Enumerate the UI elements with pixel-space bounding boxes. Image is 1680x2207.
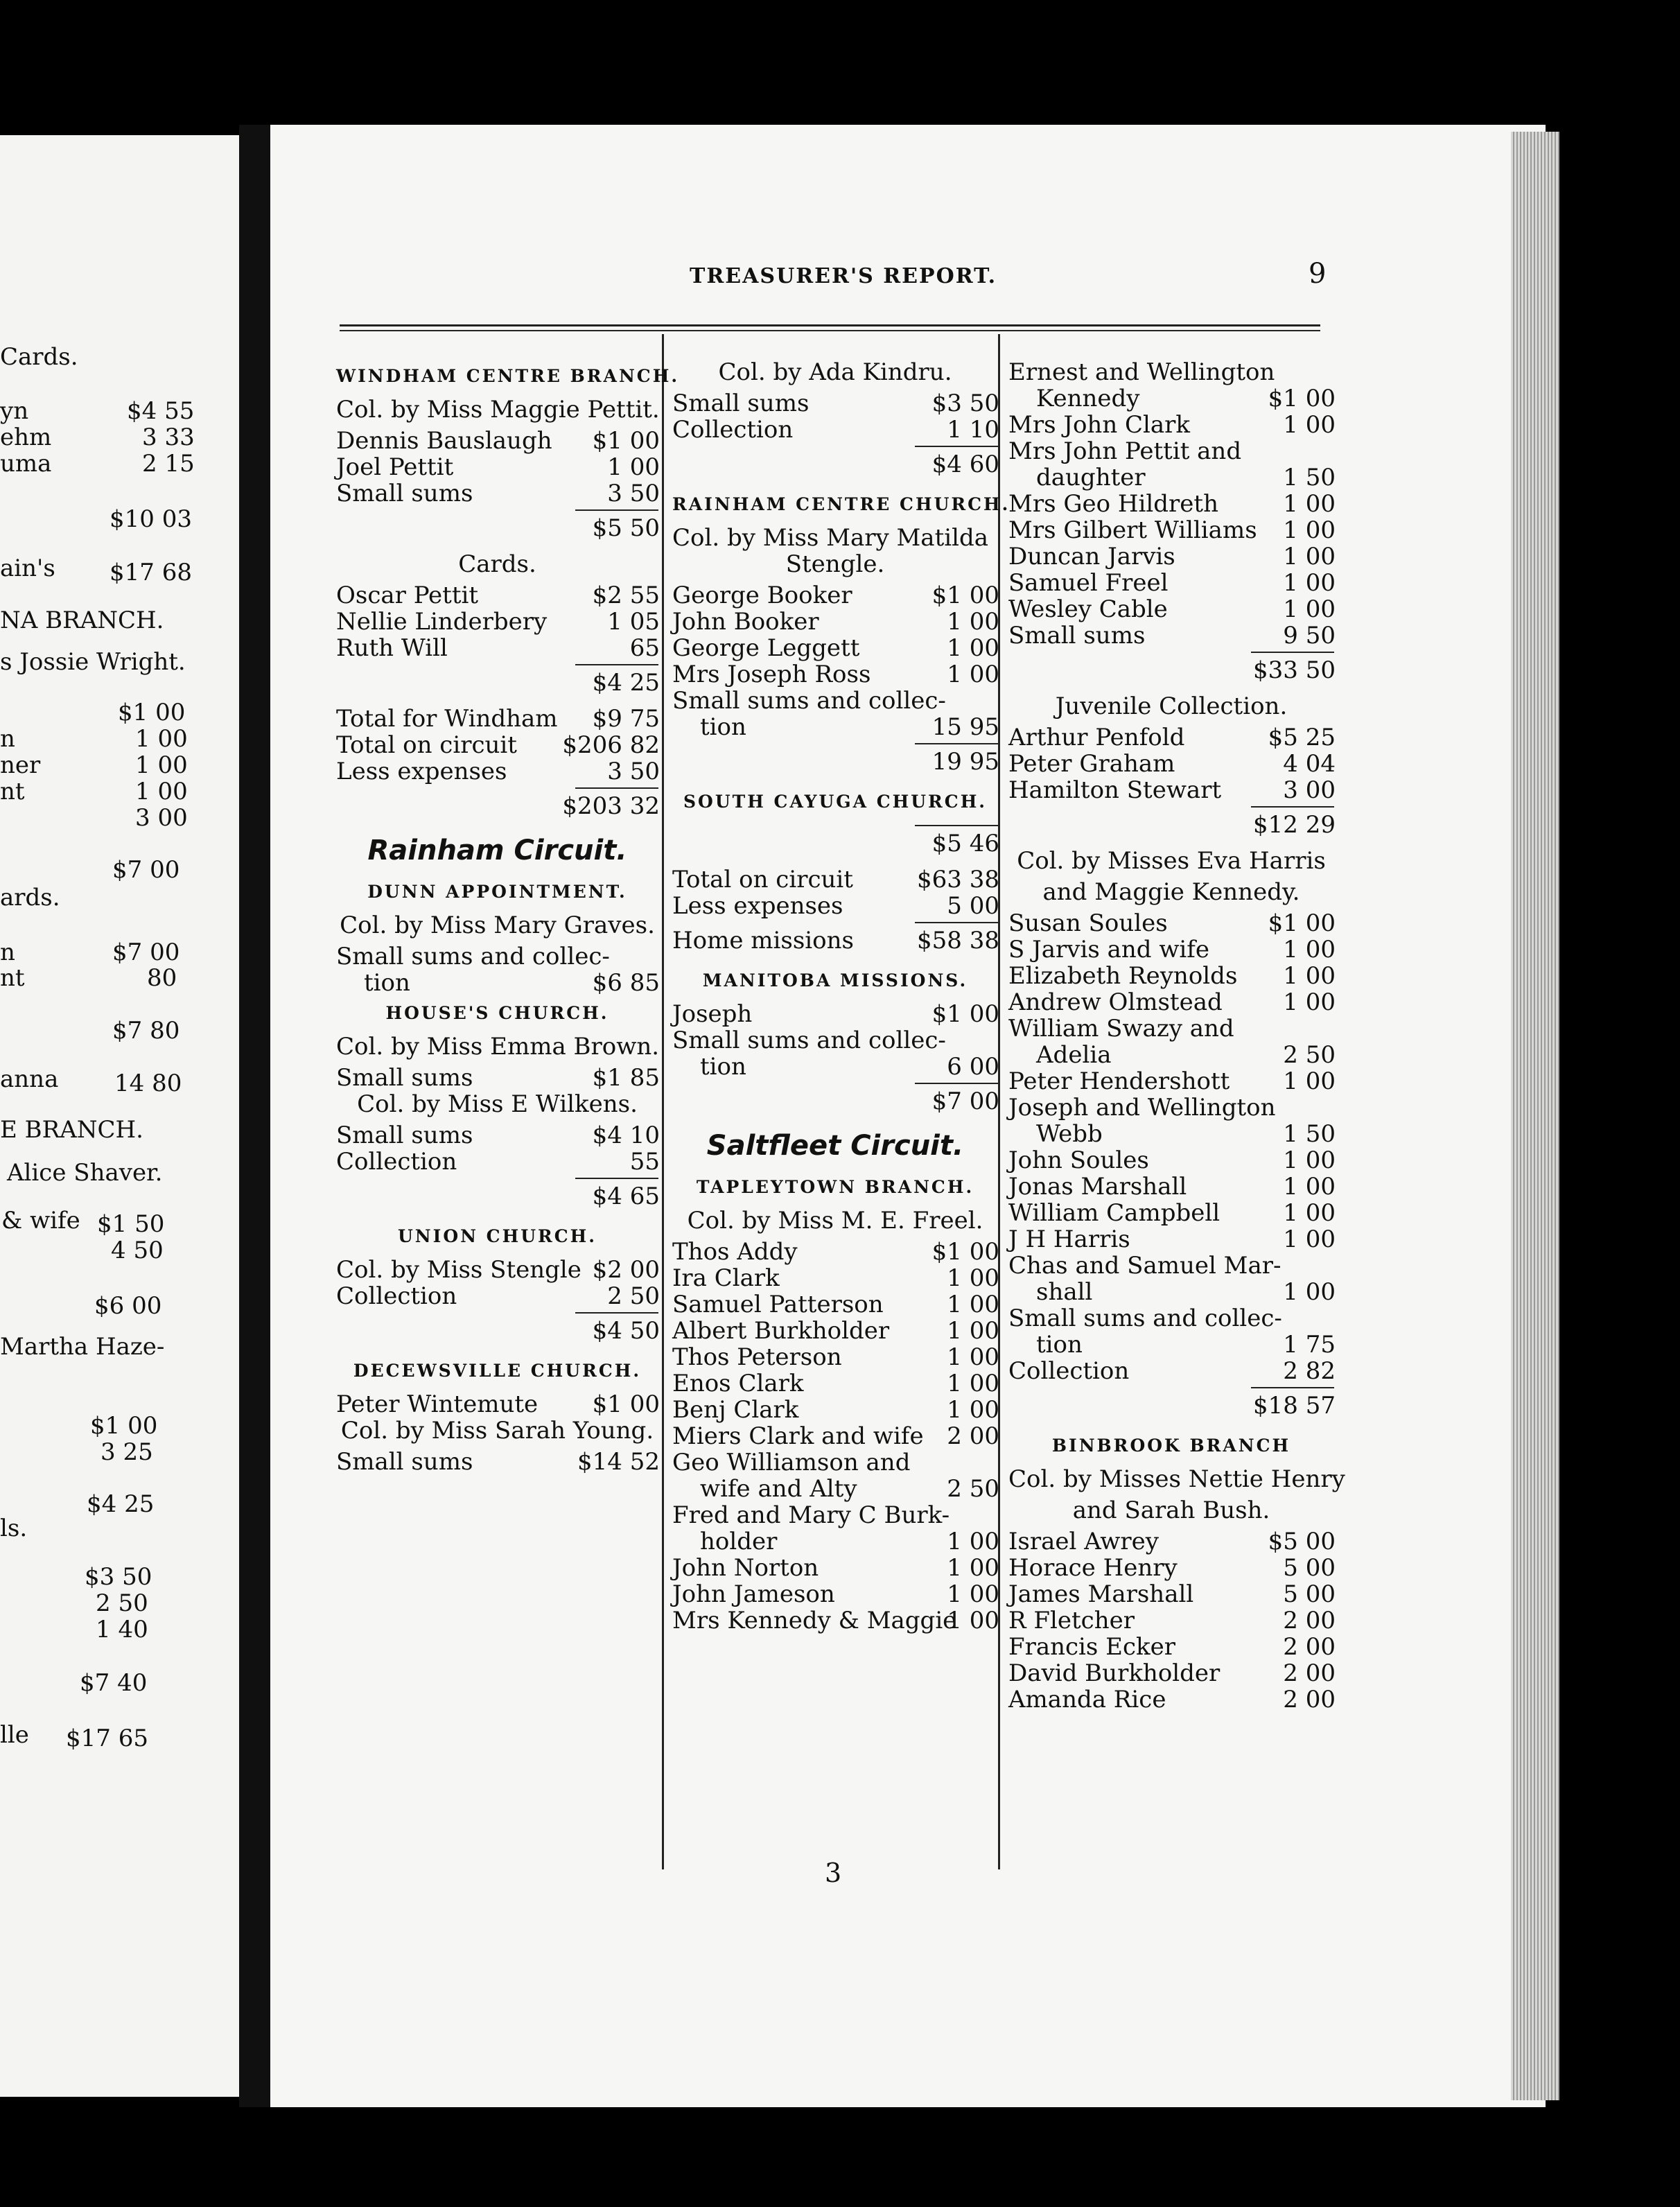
left-page-line: 1 40 — [96, 1616, 148, 1643]
sum-rule — [575, 787, 658, 789]
entry-label: David Burkholder — [1008, 1659, 1220, 1687]
entry-amount: 1 00 — [1283, 543, 1336, 570]
collector-line: Juvenile Collection. — [1055, 692, 1288, 720]
entry-amount: 55 — [629, 1148, 660, 1176]
entry-label: Small sums and collec- — [1008, 1305, 1282, 1332]
entry-amount: 65 — [629, 634, 660, 662]
entry-label: Ernest and Wellington — [1008, 358, 1275, 386]
entry-label: James Marshall — [1008, 1580, 1194, 1608]
entry-amount: $1 00 — [592, 1390, 660, 1418]
entry-label: Kennedy — [1036, 385, 1140, 412]
entry-amount: $58 38 — [917, 927, 999, 954]
entry-amount: 6 00 — [947, 1053, 999, 1081]
entry-amount: 5 00 — [1283, 1554, 1336, 1582]
book-gutter — [239, 125, 270, 2107]
entry-label: Col. by Miss Mary Matilda — [672, 524, 989, 552]
left-page-line: 3 25 — [100, 1438, 153, 1466]
entry-label: Small sums and collec- — [672, 687, 946, 715]
left-page-line: lle — [0, 1721, 29, 1749]
left-page-line: $6 00 — [94, 1292, 162, 1320]
left-page-line: $7 00 — [112, 939, 180, 966]
entry-label: Hamilton Stewart — [1008, 776, 1222, 804]
collector-line: Col. by Misses Nettie Henry — [1008, 1465, 1345, 1493]
left-page-line: $10 03 — [110, 505, 192, 533]
entry-amount: 3 50 — [607, 758, 660, 785]
sum-rule — [915, 446, 998, 447]
entry-label: Duncan Jarvis — [1008, 543, 1175, 570]
collector-line: and Sarah Bush. — [1072, 1497, 1270, 1524]
entry-label: Joel Pettit — [336, 453, 454, 481]
entry-amount: $1 85 — [592, 1064, 660, 1092]
signature-mark: 3 — [825, 1858, 842, 1888]
collector-line: Stengle. — [785, 550, 885, 578]
left-page-line: Martha Haze- — [0, 1333, 165, 1361]
entry-amount: $7 00 — [931, 1088, 999, 1115]
left-page-line: ehm — [0, 424, 52, 451]
entry-amount: $4 50 — [592, 1317, 660, 1345]
section-heading: DECEWSVILLE CHURCH. — [353, 1361, 642, 1381]
sum-rule — [1251, 652, 1334, 653]
entry-label: shall — [1036, 1278, 1093, 1306]
section-heading: RAINHAM CENTRE CHURCH. — [672, 494, 1010, 514]
entry-label: Mrs Geo Hildreth — [1008, 490, 1218, 518]
entry-amount: $9 75 — [592, 705, 660, 733]
entry-amount: $5 25 — [1268, 724, 1336, 751]
left-page-line: E BRANCH. — [0, 1116, 143, 1144]
entry-label: Benj Clark — [672, 1396, 799, 1424]
entry-amount: 1 00 — [1283, 962, 1336, 990]
entry-label: Andrew Olmstead — [1008, 988, 1223, 1016]
entry-amount: 1 75 — [1283, 1331, 1336, 1359]
entry-label: Mrs Gilbert Williams — [1008, 516, 1257, 544]
entry-label: Small sums — [336, 480, 473, 507]
entry-label: tion — [1036, 1331, 1083, 1359]
collector-line: Col. by Miss Sarah Young. — [340, 1417, 654, 1445]
entry-label: Ira Clark — [672, 1264, 780, 1292]
entry-amount: $1 00 — [592, 427, 660, 455]
entry-amount: $1 00 — [1268, 385, 1336, 412]
entry-amount: $12 29 — [1253, 811, 1336, 839]
left-page-line: 3 00 — [135, 804, 188, 832]
left-page-line: nt — [0, 778, 25, 805]
entry-amount: 1 00 — [947, 1317, 999, 1345]
entry-label: Less expenses — [672, 892, 843, 920]
entry-amount: 2 00 — [947, 1422, 999, 1450]
entry-label: Ruth Will — [336, 634, 448, 662]
left-page-line: $17 68 — [110, 559, 192, 586]
sum-rule — [1251, 1387, 1334, 1388]
entry-label: wife and Alty — [700, 1475, 857, 1503]
collector-line: Cards. — [458, 550, 536, 578]
entry-label: Less expenses — [336, 758, 507, 785]
entry-amount: $3 50 — [931, 390, 999, 417]
entry-amount: 1 00 — [1283, 988, 1336, 1016]
entry-label: Mrs Joseph Ross — [672, 661, 871, 688]
collector-line: Col. by Misses Eva Harris — [1017, 847, 1326, 875]
collector-line: Col. by Ada Kindru. — [718, 358, 952, 386]
entry-amount: 2 50 — [1283, 1041, 1336, 1069]
entry-amount: $14 52 — [577, 1448, 660, 1476]
entry-label: S Jarvis and wife — [1008, 936, 1210, 963]
entry-label: Nellie Linderbery — [336, 608, 548, 636]
entry-amount: 1 00 — [1283, 516, 1336, 544]
entry-label: Geo Williamson and — [672, 1449, 911, 1476]
entry-amount: $1 00 — [1268, 909, 1336, 937]
entry-label: Arthur Penfold — [1008, 724, 1185, 751]
entry-label: William Swazy and — [1008, 1015, 1234, 1043]
entry-label: George Booker — [672, 582, 852, 609]
entry-label: Mrs John Clark — [1008, 411, 1191, 439]
entry-label: Joseph and Wellington — [1008, 1094, 1276, 1122]
entry-amount: 1 00 — [947, 1264, 999, 1292]
sum-rule — [915, 922, 998, 923]
left-page-line: Alice Shaver. — [7, 1159, 163, 1187]
entry-amount: 2 00 — [1283, 1633, 1336, 1661]
entry-label: Total on circuit — [336, 731, 517, 759]
left-page-line: Cards. — [0, 343, 78, 371]
left-page-line: 1 00 — [135, 778, 188, 805]
left-page-line: n — [0, 939, 15, 966]
left-page-line: 4 50 — [111, 1237, 164, 1264]
entry-label: Samuel Patterson — [672, 1291, 884, 1318]
entry-label: Small sums and collec- — [336, 943, 610, 970]
entry-label: John Soules — [1008, 1146, 1149, 1174]
left-page-line: $17 65 — [66, 1725, 148, 1752]
left-page-line: yn — [0, 397, 29, 425]
entry-amount: 1 00 — [1283, 1146, 1336, 1174]
entry-label: Enos Clark — [672, 1370, 804, 1397]
entry-amount: $5 46 — [931, 830, 999, 857]
entry-amount: 15 95 — [931, 713, 999, 741]
entry-amount: $5 00 — [1268, 1528, 1336, 1555]
entry-label: Collection — [1008, 1357, 1130, 1385]
entry-amount: $6 85 — [592, 969, 660, 997]
entry-label: Peter Graham — [1008, 750, 1175, 778]
entry-amount: $203 32 — [562, 792, 660, 820]
entry-label: William Campbell — [1008, 1199, 1220, 1227]
entry-label: Thos Peterson — [672, 1343, 842, 1371]
entry-amount: 1 00 — [947, 608, 999, 636]
left-page-line: 1 00 — [135, 751, 188, 779]
entry-amount: 1 00 — [947, 634, 999, 662]
left-page-line: & wife — [1, 1207, 80, 1235]
entry-amount: $2 55 — [592, 582, 660, 609]
entry-amount: 1 00 — [947, 1554, 999, 1582]
entry-amount: 1 00 — [1283, 1173, 1336, 1201]
entry-amount: $4 65 — [592, 1183, 660, 1210]
entry-label: Samuel Freel — [1008, 569, 1169, 597]
left-page-line: $7 80 — [112, 1017, 180, 1045]
entry-label: Peter Wintemute — [336, 1390, 539, 1418]
entry-label: Collection — [336, 1282, 457, 1310]
entry-label: Israel Awrey — [1008, 1528, 1159, 1555]
entry-amount: 2 00 — [1283, 1686, 1336, 1713]
entry-label: Small sums — [672, 390, 810, 417]
sum-rule — [575, 1178, 658, 1179]
entry-amount: 1 50 — [1283, 1120, 1336, 1148]
left-page-line: ards. — [0, 884, 60, 911]
left-page-line: n — [0, 725, 15, 753]
sum-rule — [575, 664, 658, 665]
left-page-line: ls. — [0, 1515, 28, 1542]
entry-label: tion — [364, 969, 410, 997]
entry-amount: 1 00 — [1283, 411, 1336, 439]
entry-label: Francis Ecker — [1008, 1633, 1176, 1661]
left-page-line: $1 00 — [90, 1412, 158, 1440]
entry-amount: 1 00 — [1283, 1199, 1336, 1227]
entry-label: John Booker — [672, 608, 819, 636]
left-page-line: $1 50 — [97, 1210, 165, 1238]
entry-amount: 2 50 — [947, 1475, 999, 1503]
entry-label: Small sums — [336, 1122, 473, 1149]
entry-amount: 1 00 — [947, 1343, 999, 1371]
entry-label: Total for Windham — [336, 705, 558, 733]
entry-label: Horace Henry — [1008, 1554, 1178, 1582]
entry-label: tion — [700, 713, 746, 741]
entry-label: Mrs John Pettit and — [1008, 437, 1242, 465]
entry-amount: 1 00 — [947, 1580, 999, 1608]
left-page-line: 1 00 — [135, 725, 188, 753]
entry-amount: 1 00 — [1283, 1278, 1336, 1306]
section-heading: SOUTH CAYUGA CHURCH. — [683, 792, 988, 812]
entry-amount: $1 00 — [931, 1238, 999, 1266]
entry-amount: $5 50 — [592, 514, 660, 542]
entry-amount: 1 00 — [947, 661, 999, 688]
entry-label: Joseph — [672, 1000, 753, 1028]
left-page-line: uma — [0, 450, 52, 478]
left-page-line: 80 — [147, 964, 177, 992]
entry-amount: 1 00 — [947, 1607, 999, 1634]
left-page-line: s Jossie Wright. — [0, 648, 186, 676]
entry-label: George Leggett — [672, 634, 860, 662]
entry-label: Webb — [1036, 1120, 1103, 1148]
entry-label: Collection — [672, 416, 794, 444]
entry-amount: 2 82 — [1283, 1357, 1336, 1385]
entry-label: Small sums — [336, 1448, 473, 1476]
left-page-line: nt — [0, 964, 25, 992]
circuit-title: Rainham Circuit. — [367, 835, 627, 866]
entry-label: Dennis Bauslaugh — [336, 427, 552, 455]
entry-amount: 1 00 — [947, 1528, 999, 1555]
entry-amount: $206 82 — [562, 731, 660, 759]
sum-rule — [915, 1083, 998, 1084]
page-edges — [1511, 132, 1559, 2100]
left-page-line: $7 00 — [112, 856, 180, 884]
left-page-line: 3 33 — [142, 424, 195, 451]
entry-label: Jonas Marshall — [1008, 1173, 1187, 1201]
entry-amount: 1 00 — [607, 453, 660, 481]
section-heading: BINBROOK BRANCH — [1051, 1436, 1291, 1456]
entry-amount: $2 00 — [592, 1256, 660, 1284]
left-page-line: NA BRANCH. — [0, 607, 164, 634]
entry-label: Albert Burkholder — [672, 1317, 890, 1345]
entry-label: Col. by Miss Stengle — [336, 1256, 581, 1284]
entry-amount: 1 50 — [1283, 464, 1336, 491]
entry-label: Home missions — [672, 927, 854, 954]
entry-amount: $63 38 — [917, 866, 999, 893]
sum-rule — [1251, 806, 1334, 808]
entry-amount: 1 05 — [607, 608, 660, 636]
entry-amount: $4 60 — [931, 451, 999, 478]
left-page-line: 14 80 — [114, 1070, 182, 1097]
left-page-line: ain's — [0, 555, 55, 582]
entry-amount: $1 00 — [931, 1000, 999, 1028]
entry-label: R Fletcher — [1008, 1607, 1135, 1634]
entry-label: Elizabeth Reynolds — [1008, 962, 1238, 990]
entry-label: Total on circuit — [672, 866, 853, 893]
left-page-line: $7 40 — [80, 1669, 148, 1697]
left-page-line: $4 25 — [87, 1490, 155, 1518]
entry-amount: $33 50 — [1253, 656, 1336, 684]
entry-amount: 1 00 — [947, 1370, 999, 1397]
left-page-line: anna — [0, 1065, 59, 1093]
entry-amount: 2 50 — [607, 1282, 660, 1310]
entry-amount: 1 00 — [1283, 595, 1336, 623]
section-heading: MANITOBA MISSIONS. — [702, 970, 968, 991]
section-heading: WINDHAM CENTRE BRANCH. — [336, 366, 680, 386]
entry-label: John Jameson — [672, 1580, 835, 1608]
entry-label: daughter — [1036, 464, 1146, 491]
collector-line: and Maggie Kennedy. — [1042, 878, 1300, 906]
entry-label: Fred and Mary C Burk- — [672, 1501, 950, 1529]
entry-amount: 1 00 — [947, 1291, 999, 1318]
entry-amount: $1 00 — [931, 582, 999, 609]
entry-amount: 1 10 — [947, 416, 999, 444]
entry-label: Miers Clark and wife — [672, 1422, 924, 1450]
entry-label: Small sums — [1008, 622, 1146, 649]
entry-label: Mrs Kennedy & Maggie — [672, 1607, 957, 1634]
section-heading: DUNN APPOINTMENT. — [367, 882, 627, 902]
section-heading: HOUSE'S CHURCH. — [385, 1003, 609, 1023]
entry-label: Susan Soules — [1008, 909, 1168, 937]
left-page-line: 2 50 — [96, 1589, 148, 1617]
entry-amount: 19 95 — [931, 748, 999, 776]
header-rule-top — [340, 324, 1320, 326]
entry-amount: 4 04 — [1283, 750, 1336, 778]
entry-label: John Norton — [672, 1554, 819, 1582]
entry-amount: 1 00 — [1283, 936, 1336, 963]
entry-label: Collection — [336, 1148, 457, 1176]
entry-amount: 1 00 — [1283, 569, 1336, 597]
entry-amount: 3 00 — [1283, 776, 1336, 804]
section-heading: UNION CHURCH. — [398, 1226, 597, 1246]
entry-amount: 1 00 — [1283, 490, 1336, 518]
section-heading: TAPLEYTOWN BRANCH. — [696, 1177, 974, 1197]
left-page-line: ner — [0, 751, 41, 779]
left-page-line: $1 00 — [118, 699, 186, 726]
entry-amount: 2 00 — [1283, 1607, 1336, 1634]
collector-line: Col. by Miss Mary Graves. — [340, 911, 655, 939]
collector-line: Col. by Miss Emma Brown. — [336, 1033, 660, 1061]
sum-rule — [915, 825, 998, 826]
sum-rule — [915, 743, 998, 744]
entry-label: Oscar Pettit — [336, 582, 479, 609]
entry-label: Wesley Cable — [1008, 595, 1168, 623]
entry-amount: 5 00 — [1283, 1580, 1336, 1608]
left-page-line: $3 50 — [85, 1563, 152, 1591]
entry-amount: 9 50 — [1283, 622, 1336, 649]
entry-label: Thos Addy — [672, 1238, 798, 1266]
entry-amount: 1 00 — [1283, 1225, 1336, 1253]
entry-amount: 1 00 — [1283, 1067, 1336, 1095]
entry-label: Small sums and collec- — [672, 1027, 946, 1054]
entry-amount: $4 10 — [592, 1122, 660, 1149]
entry-amount: 3 50 — [607, 480, 660, 507]
entry-label: J H Harris — [1008, 1225, 1130, 1253]
sum-rule — [575, 1312, 658, 1314]
header-rule-bottom — [340, 330, 1320, 331]
left-page-line: $4 55 — [127, 397, 195, 425]
entry-amount: 2 00 — [1283, 1659, 1336, 1687]
entry-amount: 5 00 — [947, 892, 999, 920]
entry-label: Amanda Rice — [1008, 1686, 1166, 1713]
entry-label: holder — [700, 1528, 778, 1555]
entry-amount: $4 25 — [592, 669, 660, 697]
entry-label: Chas and Samuel Mar- — [1008, 1252, 1281, 1280]
running-header: TREASURER'S REPORT. — [690, 264, 997, 288]
collector-line: Col. by Miss Maggie Pettit. — [336, 396, 660, 424]
column-divider-1 — [662, 334, 664, 1869]
entry-label: Adelia — [1036, 1041, 1112, 1069]
entry-amount: $18 57 — [1253, 1392, 1336, 1420]
collector-line: Col. by Miss M. E. Freel. — [687, 1207, 983, 1235]
sum-rule — [575, 509, 658, 511]
entry-label: Peter Hendershott — [1008, 1067, 1230, 1095]
circuit-title: Saltfleet Circuit. — [706, 1130, 964, 1162]
entry-label: Small sums — [336, 1064, 473, 1092]
collector-line: Col. by Miss E Wilkens. — [357, 1090, 638, 1118]
entry-label: tion — [700, 1053, 746, 1081]
left-page-line: 2 15 — [142, 450, 195, 478]
page-number: 9 — [1309, 258, 1327, 290]
entry-amount: 1 00 — [947, 1396, 999, 1424]
